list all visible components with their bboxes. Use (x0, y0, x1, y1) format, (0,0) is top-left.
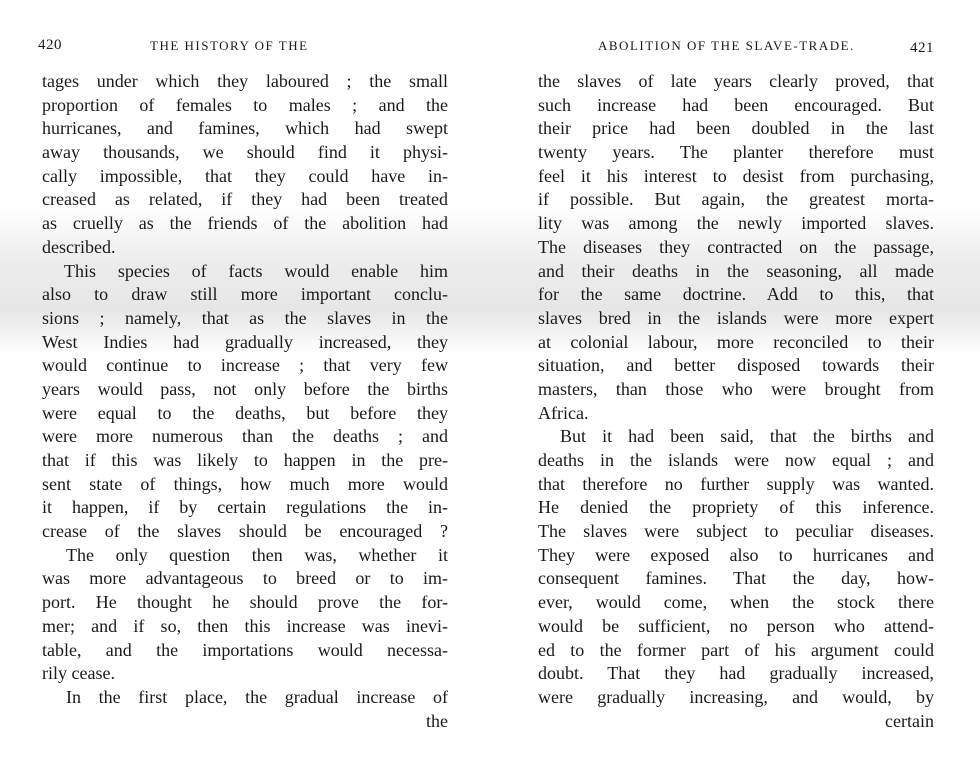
text-line: table, and the importations would necessa- (42, 639, 448, 660)
text-line: deaths in the islands were now equal ; and (538, 450, 934, 470)
right-page (490, 0, 980, 775)
left-running-head: THE HISTORY OF THE (150, 38, 309, 53)
right-page-body (538, 70, 934, 733)
text-line: described. (42, 236, 116, 257)
text-line: The only question then was, whether it (66, 544, 448, 565)
text-line: He denied the propriety of this inference. (538, 497, 934, 518)
text-line: masters, than those who were brought from (538, 378, 934, 399)
text-line: also to draw still more important conclu- (42, 284, 448, 305)
text-line: the slaves of late years clearly proved, that (538, 71, 934, 91)
text-line: would continue to increase ; that very few (42, 355, 448, 376)
text-line: and their deaths in the seasoning, all made (538, 260, 934, 281)
text-line: They were exposed also to hurricanes and (538, 544, 934, 565)
text-line: were equal to the deaths, but before they (42, 402, 448, 423)
text-line: as cruelly as the friends of the abolition had (42, 213, 448, 234)
text-line: sions ; namely, that as the slaves in the (42, 307, 448, 328)
text-line: tages under which they laboured ; the small (42, 71, 448, 91)
text-line: situation, and better disposed towards their (538, 355, 934, 376)
text-line: In the first place, the gradual increase of (66, 686, 448, 707)
text-line: consequent famines. That the day, how- (538, 568, 934, 589)
text-line: ever, would come, when the stock there (538, 592, 934, 613)
catchword: the (426, 710, 448, 731)
text-line: doubt. That they had gradually increased, (538, 663, 934, 684)
right-page-number: 421 (910, 40, 934, 56)
text-line: hurricanes, and famines, which had swept (42, 118, 448, 139)
text-line: for the same doctrine. Add to this, that (538, 284, 934, 305)
text-line: But it had been said, that the births and (560, 426, 934, 447)
text-line: The slaves were subject to peculiar diseases. (538, 521, 934, 542)
text-line: This species of facts would enable him (64, 260, 448, 281)
left-page-number: 420 (38, 37, 62, 53)
text-line: that therefore no further supply was wanted. (538, 473, 934, 494)
text-line: would be sufficient, no person who attend- (538, 615, 934, 636)
text-line: were gradually increasing, and would, by (538, 686, 934, 707)
text-line: away thousands, we should find it physi- (42, 142, 448, 163)
text-line: cally impossible, that they could have in- (42, 165, 448, 186)
text-line: such increase had been encouraged. But (538, 94, 934, 115)
text-line: ed to the former part of his argument could (538, 639, 934, 660)
text-line: proportion of females to males ; and the (42, 94, 448, 115)
text-line: if possible. But again, the greatest morta- (538, 189, 934, 210)
text-line: The diseases they contracted on the passage, (538, 236, 934, 257)
text-line: was more advantageous to breed or to im- (42, 568, 448, 589)
text-line: feel it his interest to desist from purchasing, (538, 165, 934, 186)
text-line: West Indies had gradually increased, they (42, 331, 448, 352)
text-line: crease of the slaves should be encouraged ? (42, 521, 448, 542)
text-line: it happen, if by certain regulations the in- (42, 497, 448, 518)
left-page-body (42, 70, 448, 733)
text-line: lity was among the newly imported slaves. (538, 213, 934, 234)
text-line: slaves bred in the islands were more expert (538, 307, 934, 328)
text-line: sent state of things, how much more would (42, 473, 448, 494)
text-line: mer; and if so, then this increase was inevi- (42, 615, 448, 636)
text-line: port. He thought he should prove the for- (42, 592, 448, 613)
text-line: Africa. (538, 402, 589, 423)
text-line: years would pass, not only before the births (42, 378, 448, 399)
text-line: that if this was likely to happen in the pre- (42, 450, 448, 470)
right-running-head: ABOLITION OF THE SLAVE-TRADE. (598, 38, 855, 53)
text-line: their price had been doubled in the last (538, 118, 934, 139)
text-line: at colonial labour, more reconciled to their (538, 331, 934, 352)
text-line: twenty years. The planter therefore must (538, 142, 934, 163)
text-line: creased as related, if they had been treated (42, 189, 448, 210)
text-line: were more numerous than the deaths ; and (42, 426, 448, 447)
catchword: certain (885, 710, 934, 731)
text-line: rily cease. (42, 663, 115, 684)
